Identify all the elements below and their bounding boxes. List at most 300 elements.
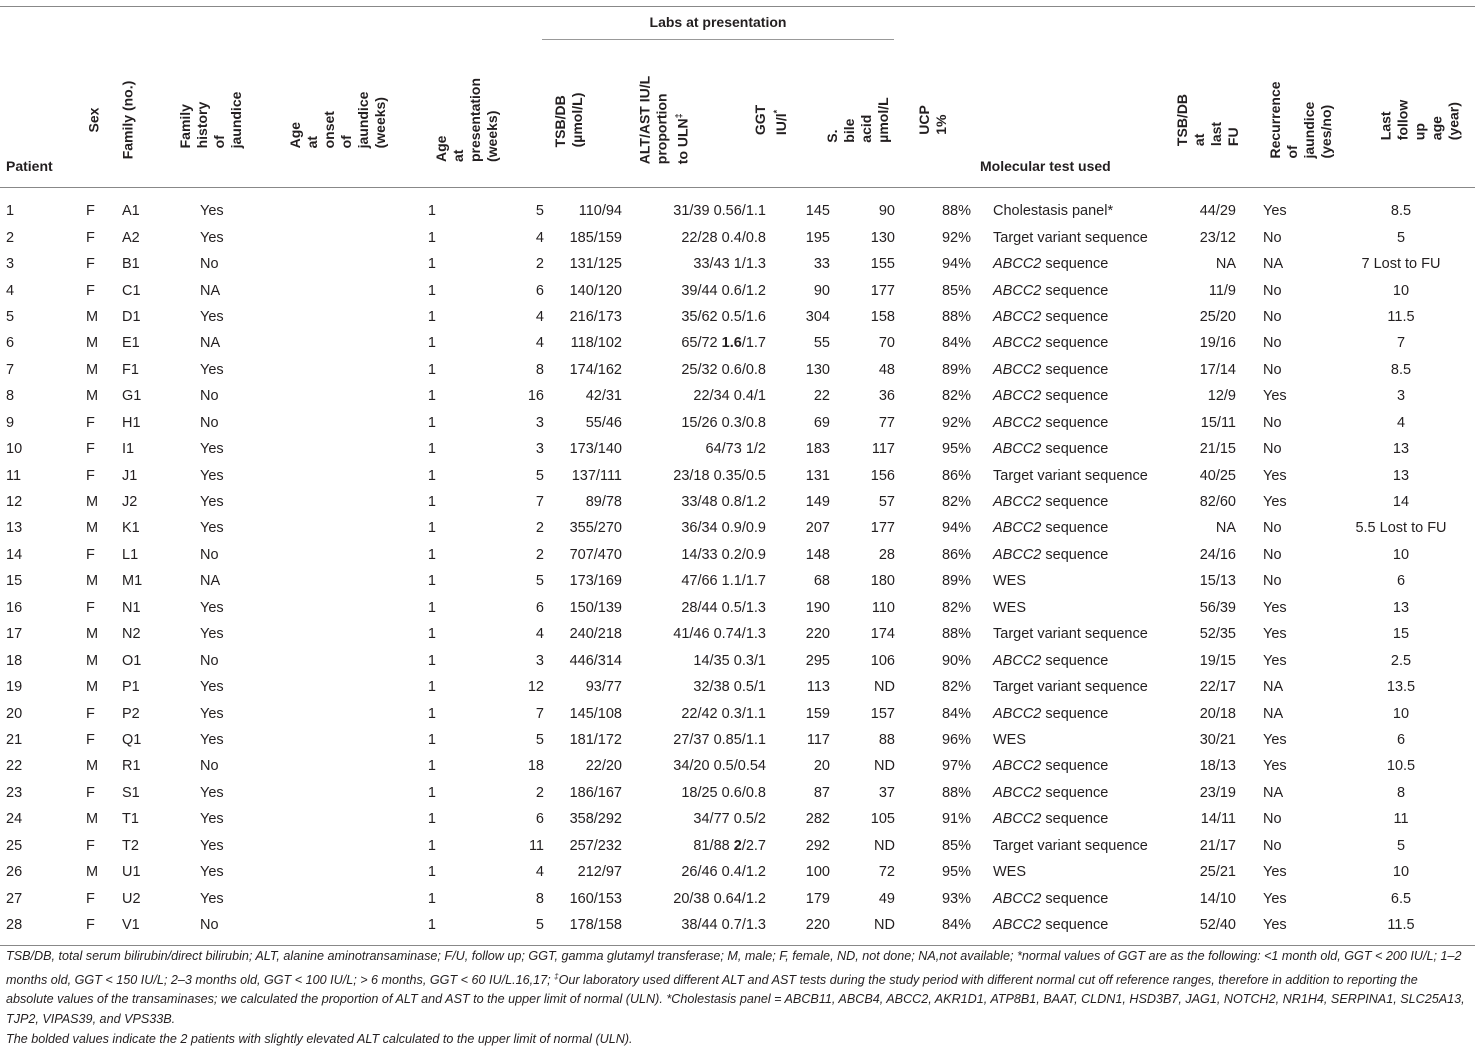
cell-recurrence: Yes — [1263, 652, 1287, 669]
cell-ggt: 295 — [805, 652, 830, 669]
cell-age-onset: 1 — [427, 626, 436, 643]
cell-molecular-test — [971, 224, 1166, 250]
cell-molecular-test — [971, 912, 1166, 938]
cell-ggt: 292 — [805, 837, 830, 854]
cell-molecular-test — [971, 885, 1166, 911]
cell-recurrence: Yes — [1263, 599, 1287, 616]
cell-patient: 28 — [6, 917, 23, 934]
alt-ast-value: 26/46 — [681, 864, 718, 881]
cell-tsb-db: 131/125 — [569, 256, 622, 273]
cell-bile-acid: 72 — [878, 864, 895, 881]
cell-recurrence: NA — [1263, 256, 1284, 273]
cell-ggt: 69 — [813, 414, 830, 431]
cell-age-onset: 1 — [427, 229, 436, 246]
cell-alt-ast — [622, 568, 774, 594]
cell-family: D1 — [122, 308, 141, 325]
cell-sex: F — [86, 599, 95, 616]
cell-patient: 3 — [6, 256, 15, 273]
cell-sex: M — [86, 758, 99, 775]
cell-recurrence: No — [1263, 520, 1282, 537]
ratio-value: 0.5/1.6 — [721, 308, 766, 325]
cell-ggt: 55 — [813, 335, 830, 352]
cell-patient: 20 — [6, 705, 23, 722]
cell-bile-acid: 88 — [878, 731, 895, 748]
cell-ucp: 89% — [941, 361, 971, 378]
cell-age-presentation: 6 — [535, 282, 544, 299]
gene-name: ABCC2 — [993, 256, 1042, 273]
ratio-value: 0.7/1.3 — [721, 917, 766, 934]
cell-patient: 10 — [6, 441, 23, 458]
cell-patient: 22 — [6, 758, 23, 775]
cell-ggt: 179 — [805, 890, 830, 907]
cell-tsb-db: 150/139 — [569, 599, 622, 616]
cell-recurrence: NA — [1263, 705, 1284, 722]
alt-ast-value: 47/66 — [681, 573, 718, 590]
cell-age-onset: 1 — [427, 546, 436, 563]
header-tsb-db: TSB/DB (µmol/L) — [552, 92, 585, 148]
cell-last-followup: 14 — [1392, 494, 1410, 511]
ratio-value: 0.64/1.2 — [713, 890, 766, 907]
cell-last-followup: 11 — [1393, 811, 1409, 828]
cell-family-history: Yes — [200, 864, 224, 881]
cell-bile-acid: ND — [874, 679, 895, 696]
cell-ggt: 159 — [805, 705, 830, 722]
cell-recurrence: Yes — [1263, 494, 1287, 511]
cell-family-history: Yes — [200, 467, 224, 484]
cell-age-onset: 1 — [427, 414, 436, 431]
cell-family: F1 — [122, 361, 139, 378]
cell-family: K1 — [122, 520, 140, 537]
header-family: Family (no.) — [119, 80, 136, 160]
cell-alt-ast — [622, 462, 774, 488]
cell-ucp: 96% — [941, 731, 971, 748]
cell-bile-acid: 174 — [870, 626, 895, 643]
cell-bile-acid: 157 — [870, 705, 895, 722]
ratio-value: /2.7 — [741, 837, 766, 854]
cell-age-presentation: 4 — [535, 864, 544, 881]
cell-molecular-test — [971, 251, 1166, 277]
cell-tsb-db: 89/78 — [585, 494, 622, 511]
cell-tsb-db: 446/314 — [569, 652, 622, 669]
cell-bile-acid: 158 — [870, 308, 895, 325]
cell-age-onset: 1 — [427, 890, 436, 907]
test-name: sequence — [1041, 784, 1109, 801]
test-name: sequence — [1041, 361, 1109, 378]
ratio-value: 0.74/1.3 — [713, 626, 766, 643]
alt-ast-value: 15/26 — [681, 414, 718, 431]
cell-ucp: 89% — [941, 573, 971, 590]
ratio-value: 1.1/1.7 — [721, 573, 766, 590]
test-name: sequence — [1041, 705, 1109, 722]
cell-sex: F — [86, 282, 95, 299]
cell-age-onset: 1 — [427, 256, 436, 273]
ratio-value: 1/1.3 — [733, 256, 766, 273]
ratio-value: 0.6/1.2 — [721, 282, 766, 299]
cell-tsb-last-fu: 22/17 — [1199, 679, 1236, 696]
alt-ast-value: 39/44 — [681, 282, 718, 299]
cell-patient: 23 — [6, 784, 23, 801]
alt-ast-value: 22/34 — [693, 388, 730, 405]
gene-name: ABCC2 — [993, 784, 1042, 801]
cell-family-history: Yes — [200, 520, 224, 537]
cell-tsb-last-fu: 18/13 — [1199, 758, 1236, 775]
cell-molecular-test — [971, 806, 1166, 832]
cell-age-presentation: 8 — [535, 890, 544, 907]
cell-family-history: Yes — [200, 784, 224, 801]
cell-age-presentation: 2 — [535, 784, 544, 801]
test-name: Target variant sequence — [993, 837, 1148, 854]
cell-ggt: 148 — [805, 546, 830, 563]
gene-name: ABCC2 — [993, 308, 1042, 325]
cell-last-followup: 5 — [1396, 837, 1406, 854]
gene-name: ABCC2 — [993, 811, 1042, 828]
cell-last-followup: 10.5 — [1386, 758, 1416, 775]
cell-tsb-last-fu: 44/29 — [1199, 203, 1236, 220]
cell-tsb-db: 173/169 — [569, 573, 622, 590]
cell-age-presentation: 12 — [527, 679, 544, 696]
cell-alt-ast — [622, 806, 774, 832]
cell-ucp: 93% — [941, 890, 971, 907]
cell-tsb-last-fu: 11/9 — [1208, 282, 1236, 299]
cell-family: S1 — [122, 784, 140, 801]
cell-age-presentation: 5 — [535, 731, 544, 748]
cell-sex: M — [86, 335, 99, 352]
cell-molecular-test — [971, 780, 1166, 806]
cell-recurrence: No — [1263, 441, 1282, 458]
cell-tsb-last-fu: 14/11 — [1200, 811, 1236, 828]
cell-ggt: 90 — [813, 282, 830, 299]
cell-bile-acid: 57 — [878, 494, 895, 511]
cell-tsb-db: 137/111 — [571, 467, 622, 484]
cell-family-history: No — [200, 256, 219, 273]
cell-last-followup: 4 — [1396, 414, 1406, 431]
cell-bile-acid: 37 — [878, 784, 895, 801]
cell-ggt: 130 — [805, 361, 830, 378]
cell-alt-ast — [622, 674, 774, 700]
cell-ucp: 85% — [941, 837, 971, 854]
cell-alt-ast — [622, 277, 774, 303]
test-name: sequence — [1041, 758, 1109, 775]
cell-ucp: 88% — [941, 203, 971, 220]
cell-patient: 27 — [6, 890, 23, 907]
gene-name: ABCC2 — [993, 414, 1042, 431]
cell-alt-ast — [622, 410, 774, 436]
cell-age-onset: 1 — [427, 467, 436, 484]
cell-ucp: 85% — [941, 282, 971, 299]
cell-age-onset: 1 — [427, 388, 436, 405]
cell-last-followup: 15 — [1392, 626, 1410, 643]
alt-ast-value: 22/28 — [681, 229, 718, 246]
cell-tsb-last-fu: 21/17 — [1199, 837, 1236, 854]
cell-tsb-db: 186/167 — [569, 784, 622, 801]
cell-alt-ast — [622, 489, 774, 515]
cell-recurrence: No — [1263, 335, 1282, 352]
cell-sex: M — [86, 811, 99, 828]
cell-molecular-test — [971, 515, 1166, 541]
cell-family: A1 — [122, 203, 140, 220]
cell-family: Q1 — [122, 731, 142, 748]
cell-recurrence: Yes — [1263, 203, 1287, 220]
cell-patient: 17 — [6, 626, 23, 643]
cell-ucp: 95% — [941, 441, 971, 458]
cell-bile-acid: 48 — [878, 361, 895, 378]
cell-alt-ast — [622, 383, 774, 409]
cell-ggt: 190 — [805, 599, 830, 616]
cell-patient: 18 — [6, 652, 23, 669]
cell-age-onset: 1 — [427, 361, 436, 378]
cell-last-followup: 5 — [1396, 229, 1406, 246]
cell-molecular-test — [971, 542, 1166, 568]
cell-molecular-test — [971, 436, 1166, 462]
cell-patient: 25 — [6, 837, 23, 854]
cell-family: T2 — [122, 837, 139, 854]
cell-last-followup: 7 Lost to FU — [1361, 256, 1441, 273]
cell-age-onset: 1 — [427, 335, 436, 352]
cell-family-history: NA — [200, 335, 221, 352]
header-molecular-test: Molecular test used — [980, 158, 1111, 174]
cell-last-followup: 7 — [1396, 335, 1406, 352]
gene-name: ABCC2 — [993, 494, 1042, 511]
cell-ggt: 117 — [806, 731, 830, 748]
cell-sex: F — [86, 467, 95, 484]
cell-patient: 12 — [6, 494, 23, 511]
cell-family: G1 — [122, 388, 142, 405]
header-tsb-last-fu: TSB/DB at last FU — [1174, 93, 1241, 147]
cell-age-onset: 1 — [427, 705, 436, 722]
cell-alt-ast — [622, 595, 774, 621]
cell-patient: 4 — [6, 282, 15, 299]
cell-family-history: No — [200, 758, 219, 775]
cell-last-followup: 3 — [1396, 388, 1406, 405]
cell-age-presentation: 6 — [535, 599, 544, 616]
cell-sex: M — [86, 520, 99, 537]
header-age-presentation: Age at presentation (weeks) — [433, 77, 500, 163]
gene-name: ABCC2 — [993, 705, 1042, 722]
alt-ast-value: 23/18 — [673, 467, 710, 484]
cell-family-history: Yes — [200, 494, 224, 511]
cell-ggt: 68 — [813, 573, 830, 590]
cell-recurrence: Yes — [1263, 917, 1287, 934]
cell-tsb-last-fu: 52/40 — [1199, 917, 1236, 934]
cell-tsb-db: 257/232 — [569, 837, 622, 854]
alt-ast-value: 18/25 — [681, 784, 718, 801]
cell-last-followup: 13.5 — [1386, 679, 1416, 696]
ratio-value: 0.6/0.8 — [721, 784, 766, 801]
alt-ast-value: 38/44 — [681, 917, 718, 934]
cell-tsb-last-fu: 30/21 — [1199, 731, 1236, 748]
gene-name: ABCC2 — [993, 388, 1042, 405]
test-name: sequence — [1041, 652, 1109, 669]
cell-age-onset: 1 — [427, 494, 436, 511]
table-row — [0, 436, 1475, 462]
ratio-value: 0.5/1 — [733, 679, 766, 696]
cell-bile-acid: 106 — [870, 652, 895, 669]
cell-sex: M — [86, 626, 99, 643]
cell-sex: F — [86, 837, 95, 854]
cell-family-history: Yes — [200, 811, 224, 828]
cell-family-history: No — [200, 546, 219, 563]
cell-last-followup: 8.5 — [1390, 203, 1412, 220]
cell-bile-acid: 90 — [878, 203, 895, 220]
cell-bile-acid: 180 — [870, 573, 895, 590]
cell-family-history: Yes — [200, 599, 224, 616]
ratio-value: 1/2 — [745, 441, 766, 458]
gene-name: ABCC2 — [993, 758, 1042, 775]
table-row — [0, 674, 1475, 700]
cell-bile-acid: 155 — [870, 256, 895, 273]
ratio-value: 0.5/0.54 — [713, 758, 766, 775]
cell-age-presentation: 4 — [535, 229, 544, 246]
cell-sex: M — [86, 573, 99, 590]
cell-tsb-db: 185/159 — [569, 229, 622, 246]
cell-alt-ast — [622, 647, 774, 673]
ratio-value: 0.5/2 — [733, 811, 766, 828]
cell-family-history: Yes — [200, 203, 224, 220]
cell-family: V1 — [122, 917, 140, 934]
header-rule — [0, 187, 1475, 188]
test-name: sequence — [1041, 917, 1109, 934]
cell-sex: F — [86, 705, 95, 722]
cell-family-history: No — [200, 414, 219, 431]
cell-age-onset: 1 — [427, 282, 436, 299]
table-row — [0, 647, 1475, 673]
table-row — [0, 277, 1475, 303]
cell-molecular-test — [971, 647, 1166, 673]
cell-tsb-db: 707/470 — [569, 546, 622, 563]
header-alt-ast: ALT/AST IU/L proportion to ULN‡ — [636, 75, 691, 165]
cell-tsb-db: 178/158 — [569, 917, 622, 934]
cell-ucp: 88% — [941, 626, 971, 643]
cell-sex: F — [86, 546, 95, 563]
cell-alt-ast — [622, 700, 774, 726]
cell-molecular-test — [971, 595, 1166, 621]
table-row — [0, 489, 1475, 515]
cell-patient: 16 — [6, 599, 23, 616]
cell-family: J1 — [122, 467, 138, 484]
ratio-value: 0.4/0.8 — [721, 229, 766, 246]
cell-tsb-db: 93/77 — [585, 679, 622, 696]
cell-tsb-last-fu: 14/10 — [1199, 890, 1236, 907]
cell-molecular-test — [971, 410, 1166, 436]
alt-ast-value: 33/48 — [681, 494, 718, 511]
cell-recurrence: No — [1263, 573, 1282, 590]
cell-recurrence: Yes — [1263, 758, 1287, 775]
cell-tsb-last-fu: 40/25 — [1199, 467, 1236, 484]
cell-bile-acid: 117 — [871, 441, 895, 458]
cell-molecular-test — [971, 833, 1166, 859]
cell-tsb-db: 118/102 — [570, 335, 622, 352]
cell-age-presentation: 11 — [528, 837, 544, 854]
ratio-value: 0.4/1.2 — [721, 864, 766, 881]
cell-molecular-test — [971, 330, 1166, 356]
table-row — [0, 383, 1475, 409]
cell-ucp: 84% — [941, 705, 971, 722]
cell-bile-acid: 177 — [870, 282, 895, 299]
cell-age-onset: 1 — [427, 758, 436, 775]
cell-last-followup: 10 — [1392, 282, 1410, 299]
cell-family: N1 — [122, 599, 141, 616]
cell-alt-ast — [622, 251, 774, 277]
cell-alt-ast — [622, 330, 774, 356]
cell-recurrence: No — [1263, 837, 1282, 854]
cell-molecular-test — [971, 304, 1166, 330]
alt-ast-value: 32/38 — [693, 679, 730, 696]
cell-tsb-db: 173/140 — [569, 441, 622, 458]
cell-age-onset: 1 — [427, 784, 436, 801]
test-name: Target variant sequence — [993, 626, 1148, 643]
cell-age-presentation: 6 — [535, 811, 544, 828]
cell-age-onset: 1 — [427, 599, 436, 616]
cell-recurrence: Yes — [1263, 626, 1287, 643]
cell-ucp: 92% — [941, 414, 971, 431]
cell-bile-acid: ND — [874, 758, 895, 775]
cell-last-followup: 8.5 — [1390, 361, 1412, 378]
test-name: Target variant sequence — [993, 229, 1148, 246]
cell-patient: 13 — [6, 520, 23, 537]
cell-tsb-last-fu: 25/20 — [1199, 308, 1236, 325]
table-row — [0, 304, 1475, 330]
cell-family: B1 — [122, 256, 140, 273]
cell-tsb-db: 216/173 — [569, 308, 622, 325]
gene-name: ABCC2 — [993, 335, 1042, 352]
cell-recurrence: No — [1263, 361, 1282, 378]
labs-at-presentation-heading: Labs at presentation — [649, 14, 787, 30]
cell-ucp: 82% — [941, 494, 971, 511]
cell-patient: 1 — [6, 203, 15, 220]
cell-bile-acid: 36 — [878, 388, 895, 405]
cell-tsb-last-fu: 56/39 — [1199, 599, 1236, 616]
cell-ucp: 84% — [941, 917, 971, 934]
alt-ast-value: 22/42 — [681, 705, 718, 722]
cell-ggt: 87 — [813, 784, 830, 801]
cell-age-onset: 1 — [427, 917, 436, 934]
cell-age-onset: 1 — [427, 652, 436, 669]
cell-sex: F — [86, 890, 95, 907]
alt-ast-value: 34/77 — [693, 811, 730, 828]
test-name: WES — [993, 573, 1027, 590]
cell-tsb-last-fu: 23/19 — [1199, 784, 1236, 801]
cell-ucp: 88% — [941, 784, 971, 801]
cell-tsb-db: 42/31 — [585, 388, 622, 405]
cell-recurrence: No — [1263, 282, 1282, 299]
test-name: sequence — [1041, 335, 1109, 352]
cell-family-history: No — [200, 388, 219, 405]
cell-tsb-last-fu: 24/16 — [1199, 546, 1236, 563]
cell-ucp: 95% — [941, 864, 971, 881]
ratio-value: 0.85/1.1 — [713, 731, 766, 748]
cell-tsb-last-fu: 15/13 — [1199, 573, 1236, 590]
table-body — [0, 198, 1475, 938]
cell-molecular-test — [971, 383, 1166, 409]
cell-tsb-db: 181/172 — [569, 731, 622, 748]
cell-age-onset: 1 — [427, 811, 436, 828]
cell-ucp: 86% — [941, 467, 971, 484]
bottom-rule — [0, 945, 1475, 946]
alt-ast-value: 65/72 — [681, 335, 718, 352]
cell-age-presentation: 5 — [535, 573, 544, 590]
cell-age-onset: 1 — [427, 731, 436, 748]
header-ucp: UCP 1% — [916, 105, 949, 135]
alt-ast-value: 25/32 — [681, 361, 718, 378]
gene-name: ABCC2 — [993, 520, 1042, 537]
table-row — [0, 621, 1475, 647]
cell-family: I1 — [122, 441, 135, 458]
ratio-value: 0.3/1 — [733, 652, 766, 669]
test-name: sequence — [1041, 282, 1109, 299]
cell-family-history: Yes — [200, 441, 224, 458]
cell-alt-ast — [622, 859, 774, 885]
cell-family-history: Yes — [200, 679, 224, 696]
